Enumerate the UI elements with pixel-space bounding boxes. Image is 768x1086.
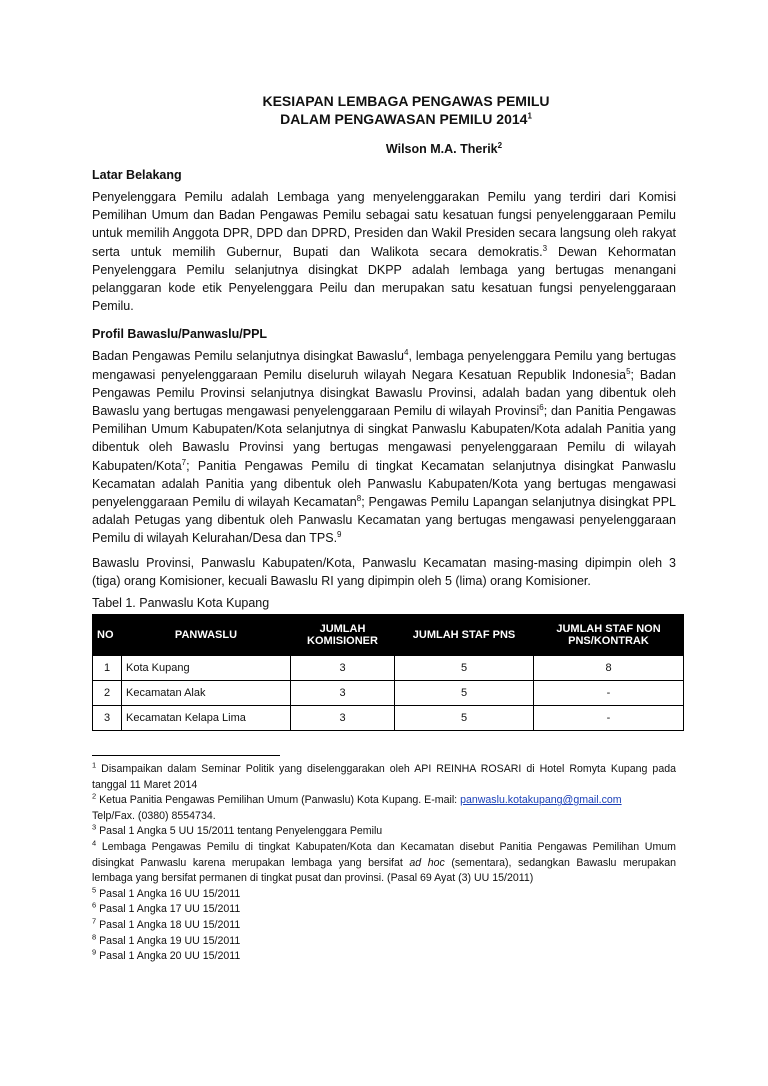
paragraph-text: Dewan Kehormatan Penyelenggara Pemilu selanjutnya disingkat DKPP adalah lembaga yang bertugas menangani pelanggaran kode etik Penyelenggara Peilu dan merupakan satu kesatuan fungsi penyelenggaraan Pemilu. — [92, 244, 676, 314]
footnote-8 — [92, 934, 676, 950]
section-heading: Latar Belakang — [92, 168, 182, 182]
footnote-ref[interactable]: 4 — [404, 348, 409, 358]
footnote-text: Ketua Panitia Pengawas Pemilihan Umum (Panwaslu) Kota Kupang. E-mail: — [96, 794, 461, 807]
paragraph-text: , lembaga penyelenggara Pemilu yang bertugas mengawasi penyelenggaraan Pemilu diseluruh wilayah Negara Kesatuan Republik Indonesia — [92, 349, 676, 382]
footnote-number: 5 — [92, 885, 97, 895]
title-line-1: KESIAPAN LEMBAGA PENGAWAS PEMILU — [262, 93, 550, 109]
paragraph: Bawaslu Provinsi, Panwaslu Kabupaten/Kota, Panwaslu Kecamatan masing-masing dipimpin oleh 3 (tiga) orang Komisioner, kecuali Bawaslu RI yang dipimpin oleh 5 (lima) orang Komisioner. — [92, 555, 676, 588]
footnote-2 — [92, 793, 676, 824]
header-jumlah-staf-non-pns: JUMLAH STAF NON PNS/KONTRAK — [534, 615, 684, 656]
footnote-7 — [92, 918, 676, 934]
footnote-1 — [92, 762, 676, 793]
footnote-5 — [92, 887, 676, 903]
email-link[interactable]: panwaslu.kotakupang@gmail.com — [460, 794, 622, 807]
panwaslu-table — [92, 614, 684, 731]
cell-staf-pns: 5 — [395, 706, 534, 731]
cell-komisioner: 3 — [291, 656, 395, 681]
footnote-ref[interactable]: 8 — [356, 493, 362, 503]
paragraph-text: ; Panitia Pengawas Pemilu di tingkat Kecamatan selanjutnya disingkat Panwaslu Kecamatan adalah Panitia yang dibentuk oleh Panwaslu Kabupaten/Kota yang bertugas mengawasi penyelenggaraan Pemilu di wilayah Kecamatan — [92, 458, 676, 510]
footnote-number: 4 — [92, 838, 97, 848]
footnote-ref[interactable]: 5 — [626, 366, 631, 376]
cell-staf-non-pns: 8 — [534, 656, 684, 681]
cell-komisioner: 3 — [291, 706, 395, 731]
footnote-number: 9 — [92, 947, 97, 957]
footnote-ref[interactable]: 1 — [527, 111, 532, 121]
cell-panwaslu: Kota Kupang — [122, 656, 291, 681]
cell-no: 1 — [93, 656, 122, 681]
footnote-divider — [92, 755, 280, 756]
footnote-ref[interactable]: 6 — [539, 402, 544, 412]
footnote-6 — [92, 902, 676, 918]
footnote-text: Disampaikan dalam Seminar Politik yang diselenggarakan oleh API REINHA ROSARI di Hotel Romyta Kupang pada tanggal 11 Maret 2014 — [92, 763, 676, 791]
paragraph — [92, 347, 676, 547]
footnote-3 — [92, 824, 676, 840]
cell-staf-pns: 5 — [395, 656, 534, 681]
cell-panwaslu: Kecamatan Alak — [122, 681, 291, 706]
footnote-ref[interactable]: 9 — [337, 530, 342, 540]
cell-panwaslu: Kecamatan Kelapa Lima — [122, 706, 291, 731]
footnote-9 — [92, 949, 676, 965]
footnote-text: Pasal 1 Angka 16 UU 15/2011 — [96, 887, 241, 900]
footnote-text: (sementara), sedangkan Bawaslu merupakan lembaga yang bersifat permanen di tingkat pusat dan provinsi. (Pasal 69 Ayat (3) UU 15/2011) — [92, 856, 677, 885]
table-row — [93, 656, 684, 681]
footnote-number: 1 — [92, 760, 97, 770]
footnote-4 — [92, 840, 676, 887]
footnote-text: Telp/Fax. (0380) 8554734. — [92, 809, 216, 822]
cell-staf-non-pns: - — [534, 706, 684, 731]
title-line-2-text: DALAM PENGAWASAN PEMILU 2014 — [280, 111, 528, 127]
footnote-number: 6 — [92, 900, 97, 910]
paragraph-text: ; Pengawas Pemilu Lapangan selanjutnya disingkat PPL adalah Petugas yang dibentuk oleh Panwaslu Kecamatan yang bertugas mengawasi penyelenggaraan Pemilu di wilayah Kelurahan/Desa dan TPS. — [92, 495, 676, 546]
table-header-row — [93, 615, 684, 656]
table-row — [93, 706, 684, 731]
cell-staf-non-pns: - — [534, 681, 684, 706]
document-title — [136, 92, 676, 128]
footnote-number: 2 — [92, 791, 97, 801]
paragraph — [92, 188, 676, 315]
footnote-text: Pasal 1 Angka 5 UU 15/2011 tentang Penyelenggara Pemilu — [96, 825, 383, 838]
author-name — [212, 142, 676, 156]
footnote-text: Pasal 1 Angka 19 UU 15/2011 — [96, 934, 241, 947]
paragraph-text: Penyelenggara Pemilu adalah Lembaga yang menyelenggarakan Pemilu yang terdiri dari Komisi Pemilihan Umum dan Badan Pengawas Pemilu sebagai satu kesatuan fungsi penyelenggaraan Pemilu untuk memilih Anggota DPR, DPD dan DPRD, Presiden dan Wakil Presiden secara langsung oleh rakyat serta untuk memilih Gubernur, Bupati dan Walikota secara demokratis. — [92, 190, 676, 259]
footnote-ref[interactable]: 2 — [497, 140, 503, 150]
footnote-text: Pasal 1 Angka 17 UU 15/2011 — [96, 903, 241, 916]
cell-staf-pns: 5 — [395, 681, 534, 706]
footnotes — [92, 762, 676, 965]
paragraph-text: ; dan Panitia Pengawas Pemilihan Umum Kabupaten/Kota selanjutnya di singkat Panwaslu Kabupaten/Kota adalah Panitia yang dibentuk oleh Bawaslu Provinsi yang bertugas mengawasi penyelenggaraan Pemilu di wilayah Kabupaten/Kota — [92, 404, 676, 473]
header-panwaslu: PANWASLU — [122, 615, 291, 656]
title-line-2 — [136, 110, 676, 128]
footnote-italic-text: ad hoc — [409, 856, 445, 869]
footnote-number: 8 — [92, 932, 97, 942]
footnote-text: Pasal 1 Angka 18 UU 15/2011 — [96, 919, 241, 931]
cell-no: 2 — [93, 681, 122, 706]
footnote-text: Lembaga Pengawas Pemilu di tingkat Kabupaten/Kota dan Kecamatan disebut Panitia Pengawas Pemilihan Umum disingkat Panwaslu karena merupakan lembaga yang bersifat — [92, 841, 676, 869]
cell-no: 3 — [93, 706, 122, 731]
cell-komisioner: 3 — [291, 681, 395, 706]
footnote-number: 7 — [92, 916, 97, 926]
author-text: Wilson M.A. Therik — [385, 142, 498, 156]
table-row — [93, 681, 684, 706]
header-no: NO — [93, 615, 122, 656]
paragraph-text: ; Badan Pengawas Pemilu Provinsi selanjutnya disingkat Bawaslu Provinsi, adalah badan yang dibentuk oleh Bawaslu yang bertugas mengawasi penyelenggaraan Pemilu di wilayah Provinsi — [92, 367, 676, 419]
header-jumlah-staf-pns: JUMLAH STAF PNS — [395, 615, 534, 656]
footnote-text: Pasal 1 Angka 20 UU 15/2011 — [96, 950, 241, 963]
table-caption: Tabel 1. Panwaslu Kota Kupang — [92, 596, 270, 611]
footnote-ref[interactable]: 7 — [181, 457, 187, 467]
document-page — [92, 92, 676, 965]
header-jumlah-komisioner: JUMLAH KOMISIONER — [291, 615, 395, 656]
footnote-ref[interactable]: 3 — [542, 243, 548, 253]
section-heading: Profil Bawaslu/Panwaslu/PPL — [92, 327, 268, 342]
paragraph-text: Badan Pengawas Pemilu selanjutnya disingkat Bawaslu — [92, 349, 404, 364]
footnote-number: 3 — [92, 822, 97, 832]
